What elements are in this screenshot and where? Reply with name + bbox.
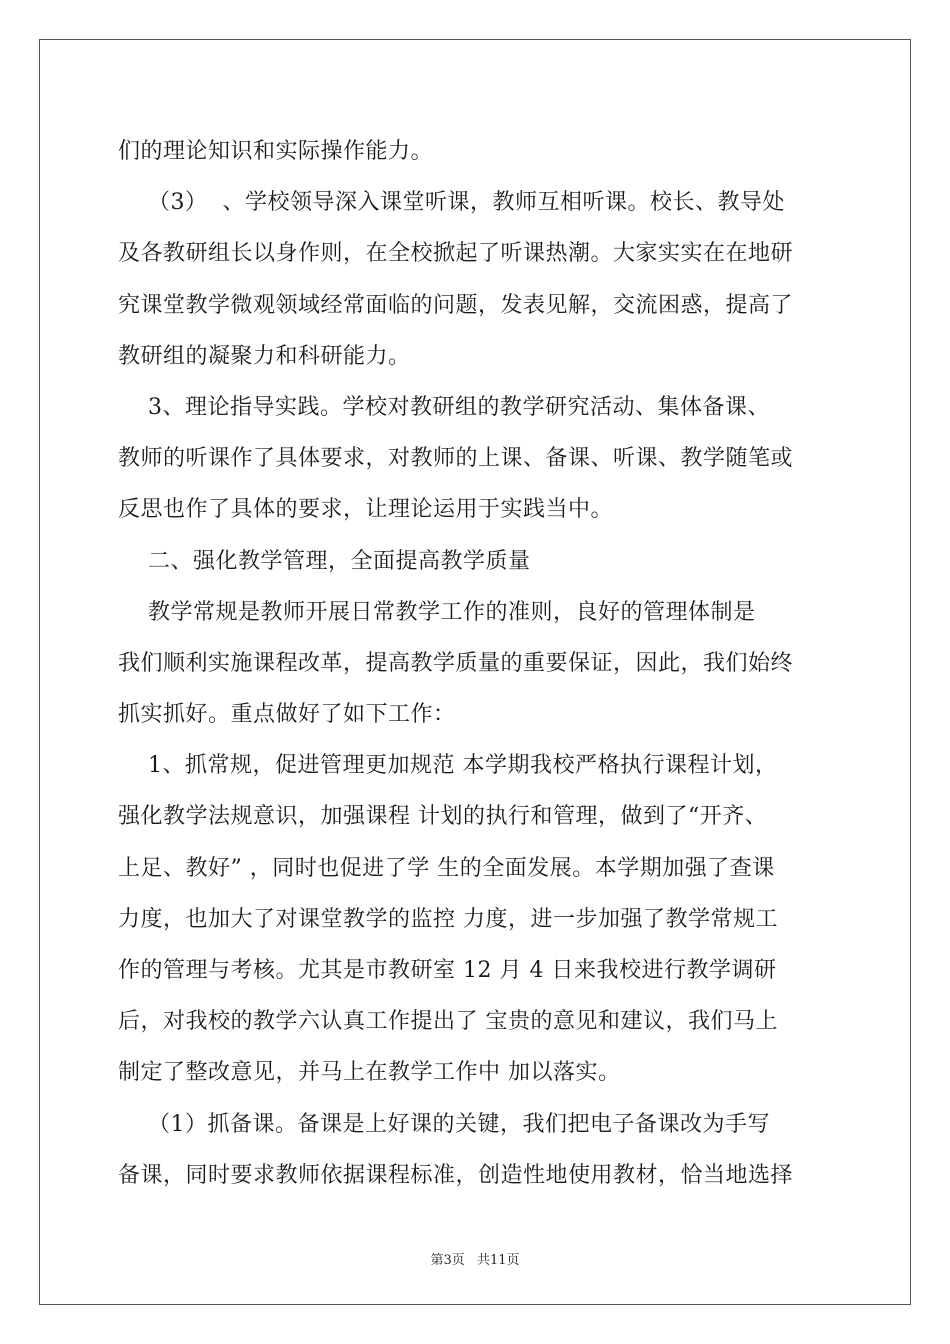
text-line: 教学常规是教师开展日常教学工作的准则，良好的管理体制是 xyxy=(118,599,756,625)
text-line: 抓实抓好。重点做好了如下工作： xyxy=(118,702,456,728)
text-line: （1）抓备课。备课是上好课的关键，我们把电子备课改为手写 xyxy=(118,1111,770,1137)
text-line: 备课，同时要求教师依据课程标准，创造性地使用教材，恰当地选择 xyxy=(118,1162,794,1188)
document-body xyxy=(118,126,834,1201)
text-line: 反思也作了具体的要求，让理论运用于实践当中。 xyxy=(118,497,614,523)
text-line: 力度，也加大了对课堂教学的监控 力度，进一步加强了教学常规工 xyxy=(118,906,778,932)
text-line: 教研组的凝聚力和科研能力。 xyxy=(118,343,411,369)
text-line: 3、理论指导实践。学校对教研组的教学研究活动、集体备课、 xyxy=(118,394,770,420)
page-footer xyxy=(0,1249,950,1268)
text-line: 我们顺利实施课程改革，提高教学质量的重要保证，因此，我们始终 xyxy=(118,650,794,676)
page-number: 第3页 xyxy=(430,1253,465,1268)
text-line: 及各教研组长以身作则，在全校掀起了听课热潮。大家实实在在地研 xyxy=(118,241,794,267)
text-line: 1、抓常规，促进管理更加规范 本学期我校严格执行课程计划， xyxy=(118,753,778,779)
text-line: 强化教学法规意识，加强课程 计划的执行和管理，做到了“开齐、 xyxy=(118,804,768,830)
text-line: 制定了整改意见，并马上在教学工作中 加以落实。 xyxy=(118,1060,621,1086)
text-line: 上足、教好” ，同时也促进了学 生的全面发展。本学期加强了查课 xyxy=(118,855,775,881)
text-line: 们的理论知识和实际操作能力。 xyxy=(118,139,434,164)
text-line: （3） 、学校领导深入课堂听课，教师互相听课。校长、教导处 xyxy=(118,190,785,216)
section-heading: 二、强化教学管理，全面提高教学质量 xyxy=(118,548,531,574)
text-line: 教师的听课作了具体要求，对教师的上课、备课、听课、教学随笔或 xyxy=(118,446,794,472)
text-line: 究课堂教学微观领域经常面临的问题，发表见解，交流困惑，提高了 xyxy=(118,292,794,318)
text-line: 作的管理与考核。尤其是市教研室 12 月 4 日来我校进行教学调研 xyxy=(118,958,777,983)
page-total: 共11页 xyxy=(476,1253,520,1268)
text-line: 后，对我校的教学六认真工作提出了 宝贵的意见和建议，我们马上 xyxy=(118,1009,778,1035)
